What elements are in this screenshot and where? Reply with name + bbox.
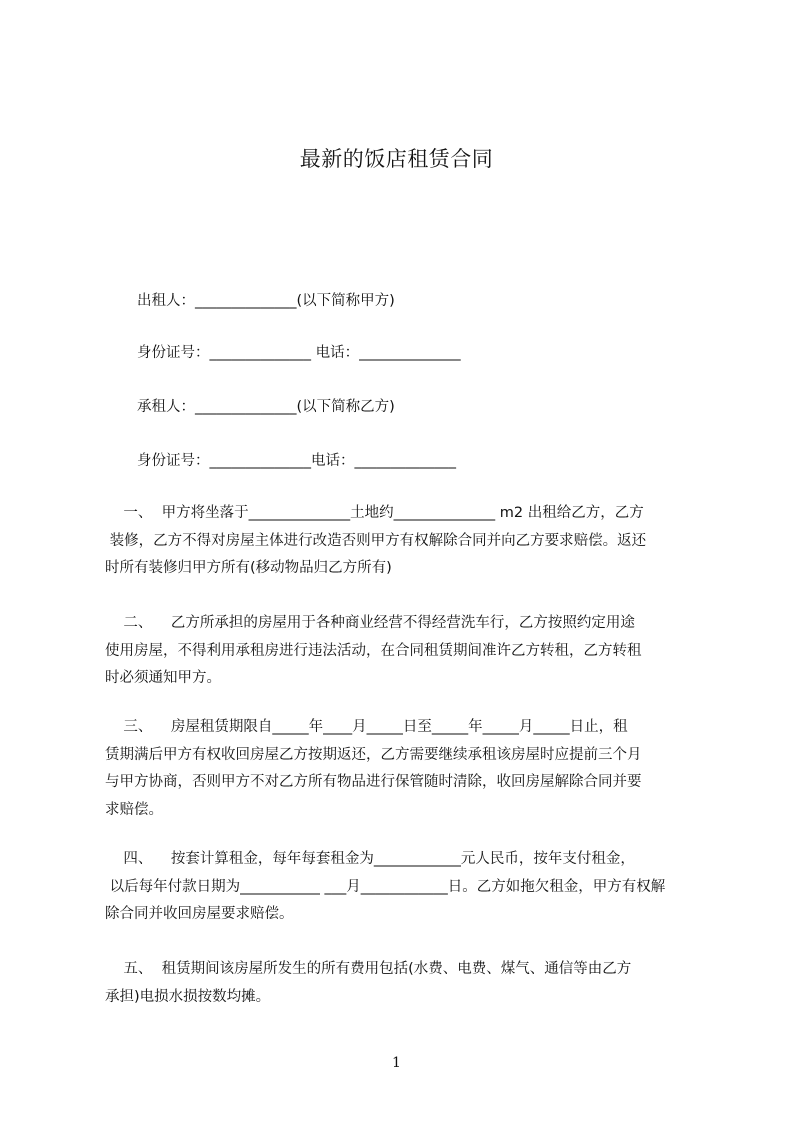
document-title: 最新的饭店租赁合同: [299, 147, 494, 171]
clause-1: [105, 500, 703, 583]
clause-4-line-1: 四、 按套计算租金，每年每套租金为____________元人民币，按年支付租金，: [105, 851, 635, 867]
page-number: 1: [392, 1055, 401, 1071]
clause-3-line-1: 三、 房屋租赁期限自_____年____月_____日至_____年_____月_____日止，租: [105, 719, 628, 735]
clause-2-line-3: 时必须通知甲方。: [105, 670, 221, 686]
clause-5-line-1: 五、 租赁期间该房屋所发生的所有费用包括(水费、电费、煤气、通信等由乙方: [105, 961, 632, 977]
clause-3-line-2: 赁期满后甲方有权收回房屋乙方按期返还，乙方需要继续承租该房屋时应提前三个月: [105, 746, 642, 763]
clause-1-line-2: 装修，乙方不得对房屋主体进行改造否则甲方有权解除合同并向乙方要求赔偿。返还: [105, 532, 647, 549]
clause-1-line-3: 时所有装修归甲方所有(移动物品归乙方所有): [105, 560, 392, 576]
clause-2-line-1: 二、 乙方所承担的房屋用于各种商业经营不得经营洗车行，乙方按照约定用途: [105, 615, 635, 631]
clause-4-line-2: 以后每年付款日期为___________ ___月____________日。乙方如拖欠租金，甲方有权解: [105, 878, 666, 895]
clause-5: [105, 956, 703, 1011]
clause-3: [105, 714, 703, 824]
clause-4-line-3: 除合同并收回房屋要求赔偿。: [105, 906, 294, 922]
clause-3-line-3: 与甲方协商，否则甲方不对乙方所有物品进行保管随时清除，收回房屋解除合同并要: [105, 774, 642, 790]
clause-3-line-4: 求赔偿。: [105, 801, 163, 818]
lessee-id-phone-line: 身份证号：______________电话：______________: [137, 453, 456, 469]
clause-1-line-1: 一、 甲方将坐落于______________土地约______________ m2 出租给乙方，乙方: [105, 505, 644, 521]
clause-4: [105, 846, 703, 929]
lessor-line: 出租人：______________(以下简称甲方): [137, 293, 395, 309]
clause-2-line-2: 使用房屋，不得利用承租房进行违法活动，在合同租赁期间准许乙方转租，乙方转租: [105, 642, 642, 659]
lessee-line: 承租人：______________(以下简称乙方): [137, 399, 395, 415]
clause-2: [105, 610, 703, 693]
lessor-id-phone-line: 身份证号：______________ 电话：______________: [137, 345, 461, 361]
clause-5-line-2: 承担)电损水损按数均摊。: [105, 988, 271, 1005]
